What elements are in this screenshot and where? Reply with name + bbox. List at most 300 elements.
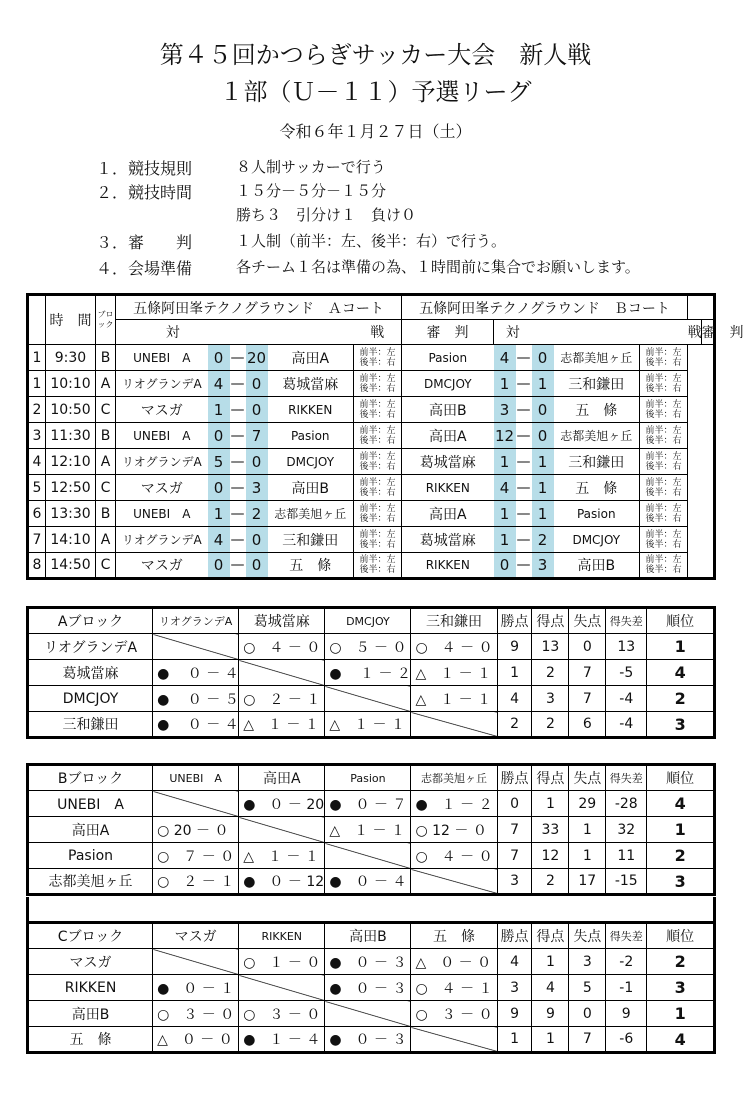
- court-a-away-score: 0: [246, 553, 268, 579]
- court-b-away-team: 志都美旭ヶ丘: [554, 345, 640, 371]
- referee-first-half: 前半：左: [645, 451, 682, 462]
- court-a-home-score: 0: [208, 475, 230, 501]
- court-b-home-score: 4: [494, 475, 516, 501]
- goals-against: 7: [569, 686, 606, 712]
- block-letter: A: [96, 371, 116, 397]
- goals-for: 2: [532, 869, 569, 895]
- court-b-header: 五條阿田峯テクノグラウンド Ｂコート: [402, 295, 688, 320]
- referee-note: [354, 527, 402, 553]
- court-b-away-score: 2: [532, 527, 554, 553]
- league-header-row: [28, 765, 715, 791]
- match-result: ● ０ － ７: [325, 791, 411, 817]
- referee-note: [354, 501, 402, 527]
- team-name: 三和鎌田: [28, 712, 153, 738]
- court-b-away-team: 高田B: [554, 553, 640, 579]
- win-points-header: 勝点: [497, 608, 532, 634]
- referee-note: [354, 423, 402, 449]
- referee-second-half: 後半：右: [359, 383, 396, 394]
- court-a-away-score: 3: [246, 475, 268, 501]
- court-b-home-team: 葛城當麻: [402, 449, 494, 475]
- league-row: [28, 791, 715, 817]
- schedule-row: [28, 553, 715, 579]
- match-result: ● ０ － 20: [239, 791, 325, 817]
- referee-first-half: 前半：左: [359, 555, 396, 565]
- goals-against: 0: [569, 634, 606, 660]
- match-result: ○ １ － ０: [239, 949, 325, 975]
- win-points: 9: [497, 634, 532, 660]
- referee-note: [354, 371, 402, 397]
- schedule-row: [28, 501, 715, 527]
- match-result: ● ０ － ３: [325, 949, 411, 975]
- match-result: ● ０ － ３: [325, 975, 411, 1001]
- opponent-header: DMCJOY: [325, 608, 411, 634]
- court-b-home-score: 4: [494, 345, 516, 371]
- court-a-home-score: 0: [208, 423, 230, 449]
- match-result: ● ０ － ５: [153, 686, 239, 712]
- court-b-away-score: 0: [532, 423, 554, 449]
- court-a-home-team: リオグランデA: [116, 371, 208, 397]
- court-a-home-score: 1: [208, 501, 230, 527]
- score-dash: —: [516, 449, 532, 475]
- win-points: 3: [497, 869, 532, 895]
- court-b-away-score: 3: [532, 553, 554, 579]
- opponent-header: 葛城當麻: [239, 608, 325, 634]
- referee-note: [640, 397, 688, 423]
- self-match-cell: [153, 791, 239, 817]
- court-b-away-score: 1: [532, 449, 554, 475]
- goal-difference: -1: [606, 975, 647, 1001]
- court-a-away-team: 志都美旭ヶ丘: [268, 501, 354, 527]
- score-dash: —: [230, 397, 246, 423]
- court-b-away-team: Pasion: [554, 501, 640, 527]
- court-a-home-score: 0: [208, 345, 230, 371]
- court-a-away-team: 高田B: [268, 475, 354, 501]
- court-a-away-team: 葛城當麻: [268, 371, 354, 397]
- league-row: [28, 1001, 715, 1027]
- match-result: ○ ４ － １: [411, 975, 497, 1001]
- court-b-away-team: 三和鎌田: [554, 371, 640, 397]
- court-b-away-score: 0: [532, 345, 554, 371]
- referee-first-half: 前半：左: [645, 503, 682, 514]
- goals-against: 1: [569, 843, 606, 869]
- match-result: ○ ４ － ０: [411, 634, 497, 660]
- schedule-row: [28, 345, 715, 371]
- score-dash: —: [230, 371, 246, 397]
- referee-first-half: 前半：左: [359, 425, 396, 436]
- goal-difference: -6: [606, 1027, 647, 1053]
- rank: 4: [647, 791, 715, 817]
- self-match-cell: [239, 817, 325, 843]
- goals-for-header: 得点: [532, 608, 569, 634]
- match-time: 10:10: [46, 371, 96, 397]
- court-b-home-score: 1: [494, 501, 516, 527]
- block-letter: C: [96, 475, 116, 501]
- match-result: △ １ － １: [239, 712, 325, 738]
- league-row: [28, 843, 715, 869]
- court-b-home-team: Pasion: [402, 345, 494, 371]
- court-a-away-score: 2: [246, 501, 268, 527]
- court-a-away-team: 五 條: [268, 553, 354, 579]
- rank: 4: [647, 1027, 715, 1053]
- court-a-away-score: 0: [246, 397, 268, 423]
- referee-second-half: 後半：右: [359, 409, 396, 420]
- schedule-table: [26, 293, 744, 580]
- court-b-away-score: 1: [532, 501, 554, 527]
- opponent-header: 高田A: [239, 765, 325, 791]
- court-a-home-score: 5: [208, 449, 230, 475]
- self-match-cell: [239, 660, 325, 686]
- rank: 1: [647, 1001, 715, 1027]
- goals-for: 1: [532, 1027, 569, 1053]
- referee-first-half: 前半：左: [359, 373, 396, 384]
- referee-header: 審 判: [701, 320, 714, 345]
- league-row: [28, 634, 715, 660]
- self-match-cell: [153, 949, 239, 975]
- self-match-cell: [153, 634, 239, 660]
- referee-second-half: 後半：右: [359, 435, 396, 446]
- goal-difference: -4: [606, 712, 647, 738]
- court-a-away-team: 高田A: [268, 345, 354, 371]
- self-match-cell: [325, 686, 411, 712]
- vs-left-label: 対: [494, 320, 532, 345]
- rank-header: 順位: [647, 923, 715, 949]
- self-match-cell: [411, 869, 497, 895]
- league-header-row: [28, 608, 715, 634]
- referee-first-half: 前半：左: [645, 425, 682, 436]
- league-header-row: [28, 923, 715, 949]
- goals-for-header: 得点: [532, 923, 569, 949]
- referee-first-half: 前半：左: [359, 503, 396, 514]
- match-time: 13:30: [46, 501, 96, 527]
- referee-note: [354, 397, 402, 423]
- self-match-cell: [411, 1027, 497, 1053]
- rank: 1: [647, 817, 715, 843]
- referee-first-half: 前半：左: [359, 399, 396, 410]
- goal-diff-header: 得失差: [606, 608, 647, 634]
- court-a-home-team: UNEBI A: [116, 345, 208, 371]
- opponent-header: RIKKEN: [239, 923, 325, 949]
- rule-label: ３．審 判: [96, 233, 193, 252]
- event-date: 令和６年１月２７日（土）: [279, 122, 472, 141]
- goals-against: 5: [569, 975, 606, 1001]
- match-time: 12:10: [46, 449, 96, 475]
- referee-second-half: 後半：右: [645, 409, 682, 420]
- goals-against-header: 失点: [569, 923, 606, 949]
- goal-difference: 11: [606, 843, 647, 869]
- team-name: 志都美旭ヶ丘: [28, 869, 153, 895]
- goals-for: 33: [532, 817, 569, 843]
- opponent-header: 高田B: [325, 923, 411, 949]
- win-points-header: 勝点: [497, 923, 532, 949]
- court-a-home-score: 4: [208, 371, 230, 397]
- vs-left-label: 対: [116, 320, 230, 345]
- referee-note: [640, 475, 688, 501]
- match-result: ○ ３ － ０: [239, 1001, 325, 1027]
- block-letter: B: [96, 501, 116, 527]
- referee-note: [640, 527, 688, 553]
- row-number: 8: [28, 553, 46, 579]
- block-name: Bブロック: [28, 765, 153, 791]
- match-result: ○ ３ － ０: [411, 1001, 497, 1027]
- goals-against-header: 失点: [569, 765, 606, 791]
- referee-first-half: 前半：左: [645, 399, 682, 410]
- match-result: △ ０ － ０: [153, 1027, 239, 1053]
- match-time: 9:30: [46, 345, 96, 371]
- referee-note: [354, 553, 402, 579]
- court-b-away-team: DMCJOY: [554, 527, 640, 553]
- goals-against-header: 失点: [569, 608, 606, 634]
- rank: 2: [647, 686, 715, 712]
- win-points: 2: [497, 712, 532, 738]
- rank: 4: [647, 660, 715, 686]
- match-time: 14:10: [46, 527, 96, 553]
- goal-difference: 9: [606, 1001, 647, 1027]
- block-header: ブロック: [96, 295, 116, 345]
- opponent-header: 志都美旭ヶ丘: [411, 765, 497, 791]
- team-name: Pasion: [28, 843, 153, 869]
- goal-difference: 13: [606, 634, 647, 660]
- vs-right-label: 戦: [688, 320, 701, 345]
- court-b-home-score: 3: [494, 397, 516, 423]
- rank: 2: [647, 949, 715, 975]
- court-a-home-team: マスガ: [116, 553, 208, 579]
- league-row: [28, 712, 715, 738]
- match-result: ○ ３ － ０: [153, 1001, 239, 1027]
- court-a-home-team: リオグランデA: [116, 449, 208, 475]
- match-result: △ １ － １: [239, 843, 325, 869]
- goals-against: 3: [569, 949, 606, 975]
- court-b-home-team: 高田A: [402, 423, 494, 449]
- self-match-cell: [411, 712, 497, 738]
- win-points: 9: [497, 1001, 532, 1027]
- win-points: 1: [497, 1027, 532, 1053]
- score-dash: —: [516, 423, 532, 449]
- rule-text: 勝ち３ 引分け１ 負け０: [236, 206, 417, 224]
- referee-note: [354, 475, 402, 501]
- referee-note: [640, 553, 688, 579]
- court-a-home-team: リオグランデA: [116, 527, 208, 553]
- referee-first-half: 前半：左: [645, 373, 682, 384]
- row-number: 3: [28, 423, 46, 449]
- team-name: 五 條: [28, 1027, 153, 1053]
- opponent-header: UNEBI A: [153, 765, 239, 791]
- match-result: △ １ － １: [325, 712, 411, 738]
- league-table-b: [26, 763, 716, 896]
- goal-difference: -4: [606, 686, 647, 712]
- referee-note: [640, 423, 688, 449]
- team-name: UNEBI A: [28, 791, 153, 817]
- score-dash: —: [516, 475, 532, 501]
- match-result: ● ０ － １: [153, 975, 239, 1001]
- team-name: 高田A: [28, 817, 153, 843]
- court-b-home-team: 葛城當麻: [402, 527, 494, 553]
- court-a-header: 五條阿田峯テクノグラウンド Ａコート: [116, 295, 402, 320]
- goals-against: 1: [569, 817, 606, 843]
- rank: 2: [647, 843, 715, 869]
- schedule-row: [28, 397, 715, 423]
- match-time: 14:50: [46, 553, 96, 579]
- rank: 1: [647, 634, 715, 660]
- court-b-home-score: 12: [494, 423, 516, 449]
- goal-difference: -28: [606, 791, 647, 817]
- court-a-away-score: 0: [246, 527, 268, 553]
- court-a-home-team: UNEBI A: [116, 423, 208, 449]
- win-points-header: 勝点: [497, 765, 532, 791]
- court-b-home-score: 1: [494, 371, 516, 397]
- schedule-row: [28, 423, 715, 449]
- referee-note: [354, 345, 402, 371]
- block-letter: C: [96, 397, 116, 423]
- team-name: DMCJOY: [28, 686, 153, 712]
- court-b-away-score: 0: [532, 397, 554, 423]
- court-b-home-team: DMCJOY: [402, 371, 494, 397]
- goals-against: 7: [569, 1027, 606, 1053]
- rule-text: ８人制サッカーで行う: [236, 158, 386, 176]
- court-a-away-score: 0: [246, 371, 268, 397]
- win-points: 4: [497, 949, 532, 975]
- self-match-cell: [239, 975, 325, 1001]
- win-points: 4: [497, 686, 532, 712]
- match-result: ● ０ － ４: [325, 869, 411, 895]
- referee-note: [640, 371, 688, 397]
- match-result: ○ 20 － ０: [153, 817, 239, 843]
- referee-second-half: 後半：右: [359, 357, 396, 368]
- vs-right-label: 戦: [354, 320, 402, 345]
- goals-for: 13: [532, 634, 569, 660]
- referee-second-half: 後半：右: [359, 539, 396, 550]
- league-table-c: [26, 921, 716, 1054]
- goals-for: 12: [532, 843, 569, 869]
- match-result: ● ０ － 12: [239, 869, 325, 895]
- match-time: 10:50: [46, 397, 96, 423]
- goals-against: 29: [569, 791, 606, 817]
- goals-against: 6: [569, 712, 606, 738]
- block-letter: A: [96, 527, 116, 553]
- match-result: ○ ７ － ０: [153, 843, 239, 869]
- court-b-home-team: RIKKEN: [402, 553, 494, 579]
- rule-label: ４．会場準備: [96, 259, 193, 278]
- score-dash: —: [516, 397, 532, 423]
- court-a-home-team: マスガ: [116, 397, 208, 423]
- referee-first-half: 前半：左: [359, 347, 396, 358]
- court-a-away-score: 7: [246, 423, 268, 449]
- row-number: 4: [28, 449, 46, 475]
- match-time: 12:50: [46, 475, 96, 501]
- referee-second-half: 後半：右: [359, 513, 396, 524]
- court-b-away-team: 三和鎌田: [554, 449, 640, 475]
- self-match-cell: [325, 1001, 411, 1027]
- match-result: ● ０ － ４: [153, 712, 239, 738]
- match-time: 11:30: [46, 423, 96, 449]
- court-a-away-team: Pasion: [268, 423, 354, 449]
- match-result: ● ０ － ４: [153, 660, 239, 686]
- match-result: ○ ５ － ０: [325, 634, 411, 660]
- score-dash: —: [230, 527, 246, 553]
- score-dash: —: [230, 501, 246, 527]
- opponent-header: リオグランデA: [153, 608, 239, 634]
- goals-for: 3: [532, 686, 569, 712]
- league-row: [28, 1027, 715, 1053]
- league-row: [28, 949, 715, 975]
- referee-second-half: 後半：右: [359, 487, 396, 498]
- league-row: [28, 975, 715, 1001]
- table-gap: [26, 897, 716, 923]
- opponent-header: 三和鎌田: [411, 608, 497, 634]
- court-a-home-score: 0: [208, 553, 230, 579]
- referee-second-half: 後半：右: [645, 539, 682, 550]
- court-b-home-team: 高田B: [402, 397, 494, 423]
- rank: 3: [647, 975, 715, 1001]
- score-dash: —: [516, 345, 532, 371]
- league-table-a: [26, 606, 716, 739]
- team-name: RIKKEN: [28, 975, 153, 1001]
- match-result: ○ ２ － １: [239, 686, 325, 712]
- court-b-away-team: 五 條: [554, 475, 640, 501]
- match-result: ● １ － ２: [325, 660, 411, 686]
- goals-against: 17: [569, 869, 606, 895]
- rule-text: 各チーム１名は準備の為、１時間前に集合でお願いします。: [236, 258, 640, 276]
- referee-first-half: 前半：左: [359, 529, 396, 540]
- goals-for: 2: [532, 712, 569, 738]
- row-number: 5: [28, 475, 46, 501]
- goals-for: 2: [532, 660, 569, 686]
- goal-difference: -5: [606, 660, 647, 686]
- court-b-home-team: 高田A: [402, 501, 494, 527]
- score-dash: —: [516, 527, 532, 553]
- team-name: マスガ: [28, 949, 153, 975]
- match-result: ● ０ － ３: [325, 1027, 411, 1053]
- rank: 3: [647, 712, 715, 738]
- court-a-home-score: 1: [208, 397, 230, 423]
- goals-against: 7: [569, 660, 606, 686]
- goal-difference: -2: [606, 949, 647, 975]
- league-row: [28, 686, 715, 712]
- rank: 3: [647, 869, 715, 895]
- self-match-cell: [325, 843, 411, 869]
- referee-note: [640, 449, 688, 475]
- row-no-header: [28, 295, 46, 345]
- goals-for: 4: [532, 975, 569, 1001]
- block-letter: C: [96, 553, 116, 579]
- referee-first-half: 前半：左: [645, 555, 682, 565]
- row-number: 2: [28, 397, 46, 423]
- referee-first-half: 前半：左: [645, 529, 682, 540]
- court-b-home-score: 0: [494, 553, 516, 579]
- rule-text: １５分－５分－１５分: [236, 182, 387, 200]
- league-row: [28, 869, 715, 895]
- match-result: ○ ４ － ０: [239, 634, 325, 660]
- win-points: 7: [497, 817, 532, 843]
- match-result: △ ０ － ０: [411, 949, 497, 975]
- block-name: Cブロック: [28, 923, 153, 949]
- team-name: 葛城當麻: [28, 660, 153, 686]
- team-name: 高田B: [28, 1001, 153, 1027]
- block-letter: A: [96, 449, 116, 475]
- time-header: 時 間: [46, 295, 96, 345]
- score-dash: —: [230, 423, 246, 449]
- row-number: 1: [28, 345, 46, 371]
- match-result: ○ ２ － １: [153, 869, 239, 895]
- score-dash: —: [516, 371, 532, 397]
- court-b-home-score: 1: [494, 527, 516, 553]
- court-b-away-score: 1: [532, 371, 554, 397]
- opponent-header: 五 條: [411, 923, 497, 949]
- win-points: 3: [497, 975, 532, 1001]
- rule-text: １人制（前半：左、後半：右）で行う。: [236, 232, 507, 250]
- block-letter: B: [96, 423, 116, 449]
- court-b-away-team: 五 條: [554, 397, 640, 423]
- referee-second-half: 後半：右: [645, 487, 682, 498]
